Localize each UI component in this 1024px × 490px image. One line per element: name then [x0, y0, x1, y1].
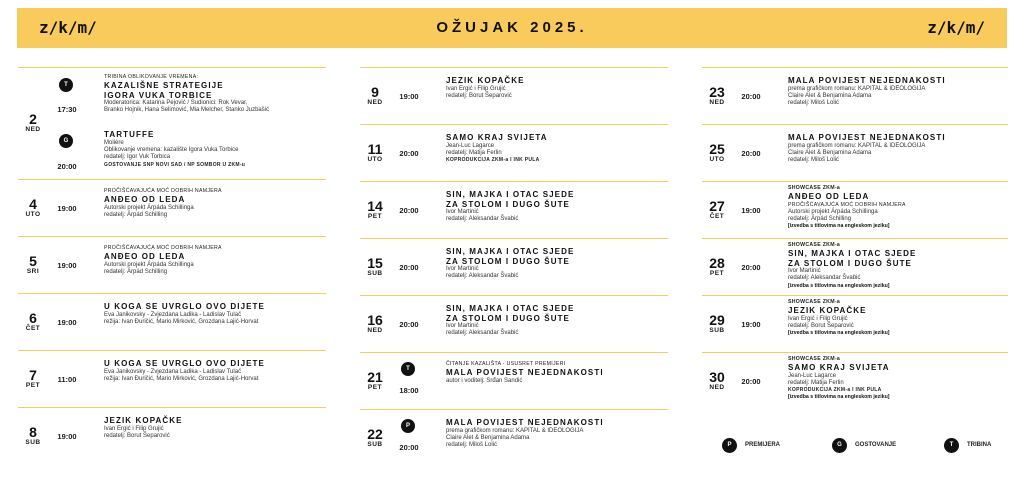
event-date [18, 112, 48, 134]
event-date [360, 370, 390, 392]
event-credit-line: Ivor Martinić [446, 266, 479, 272]
gostovanje-badge-icon: G [832, 438, 847, 453]
weekday: SRI [26, 267, 40, 275]
event-credit-line: prema grafičkom romanu: KAPITAL & IDEOLOGIJA [446, 427, 584, 434]
weekday: NED [367, 326, 383, 334]
day-number: 4 [29, 195, 37, 212]
event-time: 20:00 [57, 162, 77, 171]
event-time: 17:30 [57, 105, 77, 114]
event-credit-line: redatelj: Igor Vuk Torbica [104, 154, 171, 161]
schedule-entry [360, 67, 668, 124]
event-title: MALA POVIJEST NEJEDNAKOSTI [446, 368, 604, 377]
event-details [446, 418, 668, 450]
day-number: 5 [29, 252, 37, 269]
day-number: 14 [367, 197, 383, 214]
event-details [788, 76, 1008, 108]
event-details [104, 74, 326, 115]
event-details [104, 416, 326, 440]
day-number: 6 [29, 309, 37, 326]
weekday: PET [709, 269, 725, 277]
event-details [446, 190, 668, 224]
gostovanje-badge-icon: G [59, 134, 73, 148]
event-details [104, 302, 326, 326]
event-tag: SHOWCASE ZKM-a [788, 299, 841, 305]
event-title: ANĐEO OD LEDA [788, 192, 870, 201]
event-credit-line: redatelj: Borut Šeparović [446, 92, 512, 99]
tribina-badge-icon: T [401, 362, 415, 376]
schedule-entry [702, 181, 1008, 238]
event-date [702, 370, 732, 392]
event-subtitle: PROČIŠĆAVAJUĆA MOĆ DOBRIH NAMJERA [788, 201, 906, 208]
event-details [446, 133, 668, 164]
event-subtitles-note: [izvedba s titlovima na engleskom jeziku] [788, 330, 890, 337]
event-credit-line: Eva Janikovsky - Zvjezdana Ladika - Ladislav Tulač [104, 311, 242, 318]
event-credit-line: redatelj: Aleksandar Švabić [788, 275, 861, 282]
event-credit-line: redatelj: Aleksandar Švabić [446, 216, 519, 223]
event-title: MALA POVIJEST NEJEDNAKOSTI [788, 76, 946, 85]
schedule-entry [360, 238, 668, 295]
schedule-entry [18, 236, 326, 293]
weekday: PET [367, 212, 383, 220]
event-credit-line: režija: Ivan Đuričić, Mario Mirković, Grozdana Lajić-Horvat [104, 318, 259, 325]
event-credit-line: režija: Ivan Đuričić, Mario Mirković, Grozdana Lajić-Horvat [104, 375, 259, 382]
event-credit-line: Claire Alet & Benjamina Adama [788, 149, 872, 156]
event-subtitles-note: [izvedba s titlovima na engleskom jeziku] [788, 223, 890, 230]
event-title: TARTUFFE [104, 130, 155, 139]
tribina-badge-icon: T [944, 438, 959, 453]
day-number: 28 [709, 254, 725, 271]
day-number: 16 [367, 311, 383, 328]
weekday: NED [25, 126, 41, 133]
event-title: JEZIK KOPAČKE [446, 76, 525, 85]
event-production-note: GOSTOVANJE SNP NOVI SAD / NP SOMBOR U ZKM-u [104, 161, 246, 168]
event-date [18, 311, 48, 333]
day-number: 25 [709, 140, 725, 157]
schedule-entry [18, 293, 326, 350]
event-title: ZA STOLOM I DUGO ŠUTE [446, 313, 570, 323]
event-credit-line: Claire Alet & Benjamina Adama [788, 92, 872, 99]
schedule-entry [702, 295, 1008, 352]
event-credit-line: Jean-Luc Lagarce [446, 142, 495, 149]
schedule-entry [360, 124, 668, 181]
weekday: SUB [25, 438, 41, 446]
event-credit-line: Eva Janikovsky - Zvjezdana Ladika - Ladislav Tulač [104, 368, 242, 375]
day-number: 7 [29, 366, 37, 383]
day-number: 21 [367, 368, 383, 385]
event-credit-line: Ivor Martinić [788, 268, 821, 274]
event-time: 20:00 [399, 148, 419, 158]
event-credit-line: Ivor Martinić [446, 209, 479, 215]
event-date [702, 85, 732, 107]
event-title: SIN, MAJKA I OTAC SJEDE [788, 249, 917, 258]
weekday: PET [25, 381, 41, 389]
event-credit-line: redatelj: Matija Ferlin [446, 149, 502, 156]
event-title: JEZIK KOPAČKE [104, 416, 183, 425]
event-details [446, 76, 668, 100]
schedule-entry [360, 352, 668, 409]
event-title: SIN, MAJKA I OTAC SJEDE [446, 247, 575, 256]
logo-left: z/k/m/ [39, 18, 97, 37]
event-credit-line: redatelj: Borut Šeparović [788, 322, 854, 329]
event-time: 20:00 [399, 442, 419, 452]
schedule-entry [702, 238, 1008, 295]
event-time: 19:00 [741, 205, 761, 215]
event-credit-line: redatelj: Miloš Lolić [788, 100, 840, 107]
event-details [788, 356, 1008, 401]
event-credit-line: Branko Hojnik, Hana Selimović, Mia Melcher, Stanko Juzbašić [104, 107, 270, 114]
event-details [446, 304, 668, 338]
event-date [702, 199, 732, 221]
event-title: SAMO KRAJ SVIJETA [788, 363, 890, 372]
event-tag: ČITANJE KAZALIŠTA - USUSRET PREMIJERI [446, 361, 566, 367]
event-date [702, 256, 732, 278]
event-time: 19:00 [57, 317, 77, 327]
event-credit-line: redatelj: Borut Šeparović [104, 432, 170, 439]
event-credit-line: Oblikovanje vremena: kazalište Igora Vuka Torbice [104, 146, 239, 153]
event-production-note: KOPRODUKCIJA ZKM-a I INK PULA [446, 157, 540, 164]
event-date [360, 85, 390, 107]
event-time: 20:00 [741, 262, 761, 272]
weekday: UTO [709, 155, 725, 163]
event-date [360, 313, 390, 335]
event-title: MALA POVIJEST NEJEDNAKOSTI [788, 133, 946, 142]
weekday: NED [709, 98, 725, 106]
event-time: 20:00 [741, 376, 761, 386]
event-production-note: KOPRODUKCIJA ZKM-a I INK PULA [788, 387, 882, 394]
event-time: 20:00 [399, 205, 419, 215]
event-details [788, 242, 1008, 290]
event-title: U KOGA SE UVRGLO OVO DIJETE [104, 359, 265, 368]
day-number: 23 [709, 83, 725, 100]
event-title: JEZIK KOPAČKE [788, 306, 867, 315]
day-number: 30 [709, 368, 725, 385]
event-tag: SHOWCASE ZKM-a [788, 356, 841, 362]
event-details [446, 361, 668, 385]
event-credit-line: redatelj: Árpád Schilling [788, 215, 852, 222]
event-credit-line: Claire Alet & Benjamina Adama [446, 434, 530, 441]
event-credit-line: autor i voditelj: Srđan Sandić [446, 377, 523, 384]
schedule-entry [18, 350, 326, 407]
event-tag: SHOWCASE ZKM-a [788, 185, 841, 191]
event-title: SIN, MAJKA I OTAC SJEDE [446, 190, 575, 199]
event-time: 19:00 [741, 319, 761, 329]
weekday: SUB [367, 440, 383, 448]
event-credit-line: Jean-Luc Lagarce [788, 372, 837, 379]
event-title: KAZALIŠNE STRATEGIJE [104, 81, 224, 90]
event-credit-line: Ivan Ergić i Filip Grujić [788, 315, 848, 322]
event-date [360, 199, 390, 221]
event-credit-line: redatelj: Matija Ferlin [788, 379, 844, 386]
schedule-entry [702, 124, 1008, 181]
legend-label: GOSTOVANJE [855, 442, 897, 448]
event-title: U KOGA SE UVRGLO OVO DIJETE [104, 302, 265, 311]
schedule-entry [702, 352, 1008, 409]
event-time: 20:00 [741, 148, 761, 158]
event-time: 11:00 [57, 374, 77, 384]
event-tag: TRIBINA OBLIKOVANJE VREMENA: [104, 74, 199, 80]
event-credit-line: redatelj: Aleksandar Švabić [446, 273, 519, 280]
event-credit-line: redatelj: Aleksandar Švabić [446, 330, 519, 337]
event-time: 20:00 [741, 91, 761, 101]
day-number: 27 [709, 197, 725, 214]
tribina-badge-icon: T [59, 78, 73, 92]
event-credit-line: Molière [104, 139, 124, 146]
event-title: IGORA VUKA TORBICE [104, 90, 213, 100]
premijera-badge-icon: P [722, 438, 737, 453]
event-title: MALA POVIJEST NEJEDNAKOSTI [446, 418, 604, 427]
event-credit-line: redatelj: Miloš Lolić [446, 442, 498, 449]
event-title: SAMO KRAJ SVIJETA [446, 133, 548, 142]
event-time: 19:00 [57, 203, 77, 213]
event-date [18, 425, 48, 447]
event-details [104, 359, 326, 383]
event-date [360, 142, 390, 164]
event-time: 18:00 [399, 385, 419, 395]
event-details [104, 188, 326, 219]
event-title: ZA STOLOM I DUGO ŠUTE [788, 258, 912, 268]
event-credit-line: Ivor Martinić [446, 323, 479, 329]
event-date [18, 368, 48, 390]
schedule-entry [360, 181, 668, 238]
event-details [788, 133, 1008, 165]
event-subtitles-note: [izvedba s titlovima na engleskom jeziku] [788, 394, 890, 401]
event-credit-line: prema grafičkom romanu: KAPITAL & IDEOLOGIJA [788, 142, 926, 149]
day-number: 29 [709, 311, 725, 328]
event-credit-line: redatelj: Árpád Schilling [104, 211, 168, 218]
event-details [446, 247, 668, 281]
schedule-entry [18, 407, 326, 464]
event-title: SIN, MAJKA I OTAC SJEDE [446, 304, 575, 313]
event-subtitles-note: [izvedba s titlovima na engleskom jeziku] [788, 282, 890, 289]
day-number: 9 [371, 83, 379, 100]
event-time: 19:00 [57, 260, 77, 270]
day-number: 22 [367, 425, 383, 442]
header-bar [17, 8, 1007, 48]
event-title: ANĐEO OD LEDA [104, 252, 186, 261]
event-credit-line: redatelj: Miloš Lolić [788, 157, 840, 164]
weekday: PET [367, 383, 383, 391]
page-title: OŽUJAK 2025. [436, 19, 588, 36]
event-title: ANĐEO OD LEDA [104, 195, 186, 204]
event-date [18, 254, 48, 276]
schedule-entry [360, 409, 668, 466]
event-credit-line: prema grafičkom romanu: KAPITAL & IDEOLOGIJA [788, 85, 926, 92]
event-date [18, 197, 48, 219]
legend-label: TRIBINA [967, 442, 992, 448]
event-date [702, 142, 732, 164]
event-date [702, 313, 732, 335]
event-credit-line: Moderatorica: Katarina Pejović / Sudionici: Rok Vevar, [104, 100, 248, 106]
event-date [360, 427, 390, 449]
event-title: ZA STOLOM I DUGO ŠUTE [446, 199, 570, 209]
schedule-entry [18, 67, 326, 179]
day-number: 2 [29, 111, 37, 127]
event-title: ZA STOLOM I DUGO ŠUTE [446, 256, 570, 266]
day-number: 11 [367, 140, 383, 157]
event-credit-line: Autorski projekt Árpáda Schillinga [104, 204, 194, 211]
premijera-badge-icon: P [401, 419, 415, 433]
legend-label: PREMIJERA [745, 442, 781, 448]
event-time: 19:00 [57, 431, 77, 441]
event-details [788, 185, 1008, 230]
event-date [360, 256, 390, 278]
weekday: UTO [25, 210, 41, 218]
schedule-entry [18, 179, 326, 236]
weekday: NED [367, 98, 383, 106]
weekday: SUB [367, 269, 383, 277]
event-time: 20:00 [399, 262, 419, 272]
day-number: 8 [29, 423, 37, 440]
legend [722, 438, 1002, 454]
event-tag: PROČIŠĆAVAJUĆA MOĆ DOBRIH NAMJERA [104, 245, 222, 251]
logo-right: z/k/m/ [927, 18, 985, 37]
event-credit-line: Autorski projekt Árpáda Schillinga [104, 261, 194, 268]
weekday: ČET [709, 212, 725, 220]
weekday: NED [709, 383, 725, 391]
event-credit-line: redatelj: Árpád Schilling [104, 268, 168, 275]
event-credit-line: Ivan Ergić i Filip Grujić [104, 425, 164, 432]
event-time: 20:00 [399, 319, 419, 329]
schedule-entry [360, 295, 668, 352]
weekday: ČET [25, 324, 41, 332]
event-time: 19:00 [399, 91, 419, 101]
event-credit-line: Ivan Ergić i Filip Grujić [446, 85, 506, 92]
schedule-entry [702, 67, 1008, 124]
event-details [788, 299, 1008, 337]
event-details [104, 245, 326, 276]
event-tag: PROČIŠĆAVAJUĆA MOĆ DOBRIH NAMJERA [104, 188, 222, 194]
event-credit-line: Autorski projekt Árpáda Schillinga [788, 208, 878, 215]
day-number: 15 [367, 254, 383, 271]
weekday: SUB [709, 326, 725, 334]
event-details [104, 130, 326, 169]
weekday: UTO [367, 155, 383, 163]
event-tag: SHOWCASE ZKM-a [788, 242, 841, 248]
